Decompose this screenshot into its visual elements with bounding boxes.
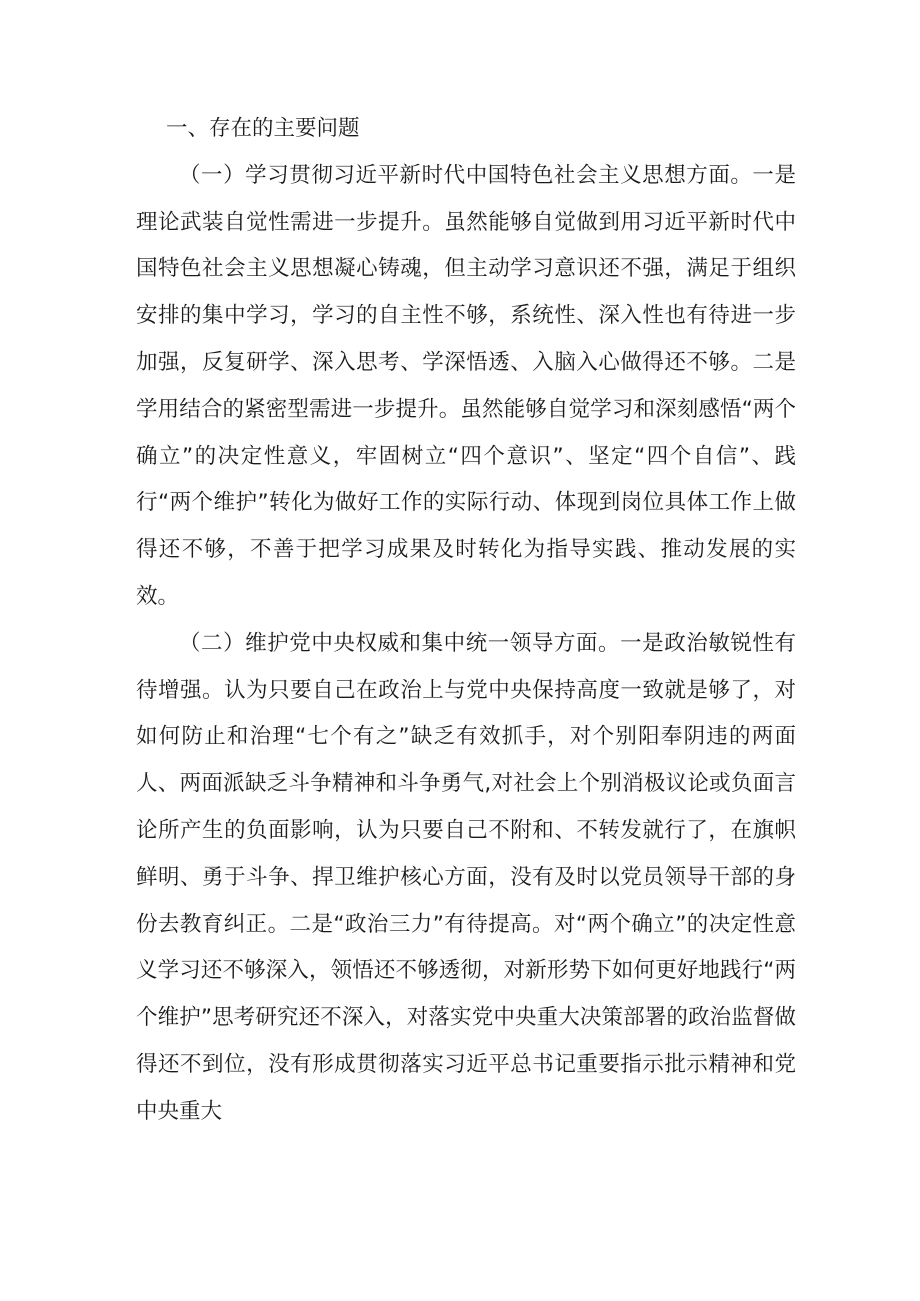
paragraph-1: （一）学习贯彻习近平新时代中国特色社会主义思想方面。一是理论武装自觉性需进一步提升。虽然能够自觉做到用习近平新时代中国特色社会主义思想凝心铸魂，但主动学习意识还不强，满足于组织安排的集中学习，学习的自主性不够，系统性、深入性也有待进一步加强，反复研学、深入思考、学深悟透、入脑入心做得还不够。二是学用结合的紧密型需进一步提升。虽然能够自觉学习和深刻感悟“两个确立”的决定性意义，牢固树立“四个意识”、坚定“四个自信”、践行“两个维护”转化为做好工作的实际行动、体现到岗位具体工作上做得还不够，不善于把学习成果及时转化为指导实践、推动发展的实效。 [136,162,796,609]
paragraph-2: （二）维护党中央权威和集中统一领导方面。一是政治敏锐性有待增强。认为只要自己在政治上与党中央保持高度一致就是够了，对如何防止和治理“七个有之”缺乏有效抓手，对个别阳奉阴违的两面人、两面派缺乏斗争精神和斗争勇气,对社会上个别消极议论或负面言论所产生的负面影响，认为只要自己不附和、不转发就行了，在旗帜鲜明、勇于斗争、捍卫维护核心方面，没有及时以党员领导干部的身份去教育纠正。二是“政治三力”有待提高。对“两个确立”的决定性意义学习还不够深入，领悟还不够透彻，对新形势下如何更好地践行“两个维护”思考研究还不深入，对落实党中央重大决策部署的政治监督做得还不到位，没有形成贯彻落实习近平总书记重要指示批示精神和党中央重大 [136,630,796,1124]
document-body [136,106,796,1136]
section-heading: 一、存在的主要问题 [166,116,360,141]
